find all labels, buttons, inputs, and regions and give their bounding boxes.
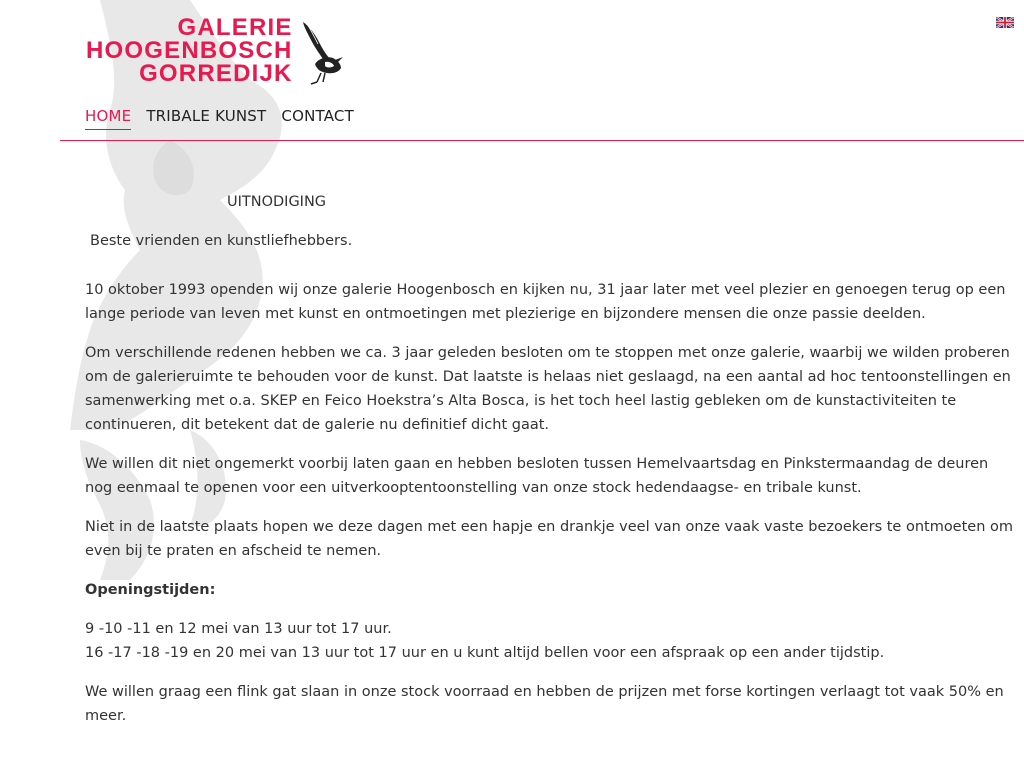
uk-flag-icon[interactable] — [996, 17, 1014, 28]
nav-item-contact[interactable]: CONTACT — [281, 107, 354, 125]
closing-paragraph: We willen graag een flink gat slaan in onze stock voorraad en hebben de prijzen met forse kortingen verlaagt tot vaak 50% en meer. — [85, 684, 1004, 724]
paragraph-3: We willen dit niet ongemerkt voorbij laten gaan en hebben besloten tussen Hemelvaartsdag en Pinkstermaandag de deuren nog eenmaal te openen voor een uitverkooptentoonstelling van onze stock hedendaagse- en tribale kunst. — [85, 456, 989, 496]
bird-icon — [301, 20, 343, 86]
logo-line-hoogenbosch: HOOGENBOSCH — [86, 37, 293, 64]
logo[interactable] — [86, 16, 343, 86]
opening-hours-line-2: 16 -17 -18 -19 en 20 mei van 13 uur tot 17 uur en u kunt altijd bellen voor een afspraak op een ander tijdstip. — [85, 645, 885, 661]
nav-item-home[interactable]: HOME — [85, 107, 131, 130]
nav-item-tribale-kunst[interactable]: TRIBALE KUNST — [146, 107, 267, 125]
paragraph-1: 10 oktober 1993 openden wij onze galerie Hoogenbosch en kijken nu, 31 jaar later met veel plezier en genoegen terug op een lange periode van leven met kunst en ontmoetingen met plezierige en bijzondere mensen die onze passie deelden. — [85, 282, 1006, 322]
logo-line-gorredijk: GORREDIJK — [139, 60, 293, 87]
paragraph-2: Om verschillende redenen hebben we ca. 3 jaar geleden besloten om te stoppen met onze galerie, waarbij we wilden proberen om de galerieruimte te behouden voor de kunst. Dat laatste is helaas niet geslaagd, na een aantal ad hoc tentoonstellingen en samenwerking met o.a. SKEP en Feico Hoekstra’s Alta Bosca, is het toch heel lastig gebleken om de kunstactiviteiten te continueren, dit betekent dat de galerie nu definitief dicht gaat. — [85, 345, 1011, 433]
opening-hours-line-1: 9 -10 -11 en 12 mei van 13 uur tot 17 uur. — [85, 621, 392, 637]
nav-divider — [60, 140, 1024, 141]
invitation-heading: UITNODIGING — [227, 194, 327, 210]
main-nav — [85, 107, 354, 130]
greeting-text: Beste vrienden en kunstliefhebbers. — [90, 233, 353, 249]
logo-line-galerie: GALERIE — [177, 14, 293, 41]
opening-hours-title: Openingstijden: — [85, 582, 216, 598]
main-content — [85, 190, 1015, 743]
paragraph-4: Niet in de laatste plaats hopen we deze dagen met een hapje en drankje veel van onze vaak vaste bezoekers te ontmoeten om even bij te praten en afscheid te nemen. — [85, 519, 1014, 559]
logo-text — [86, 16, 293, 85]
